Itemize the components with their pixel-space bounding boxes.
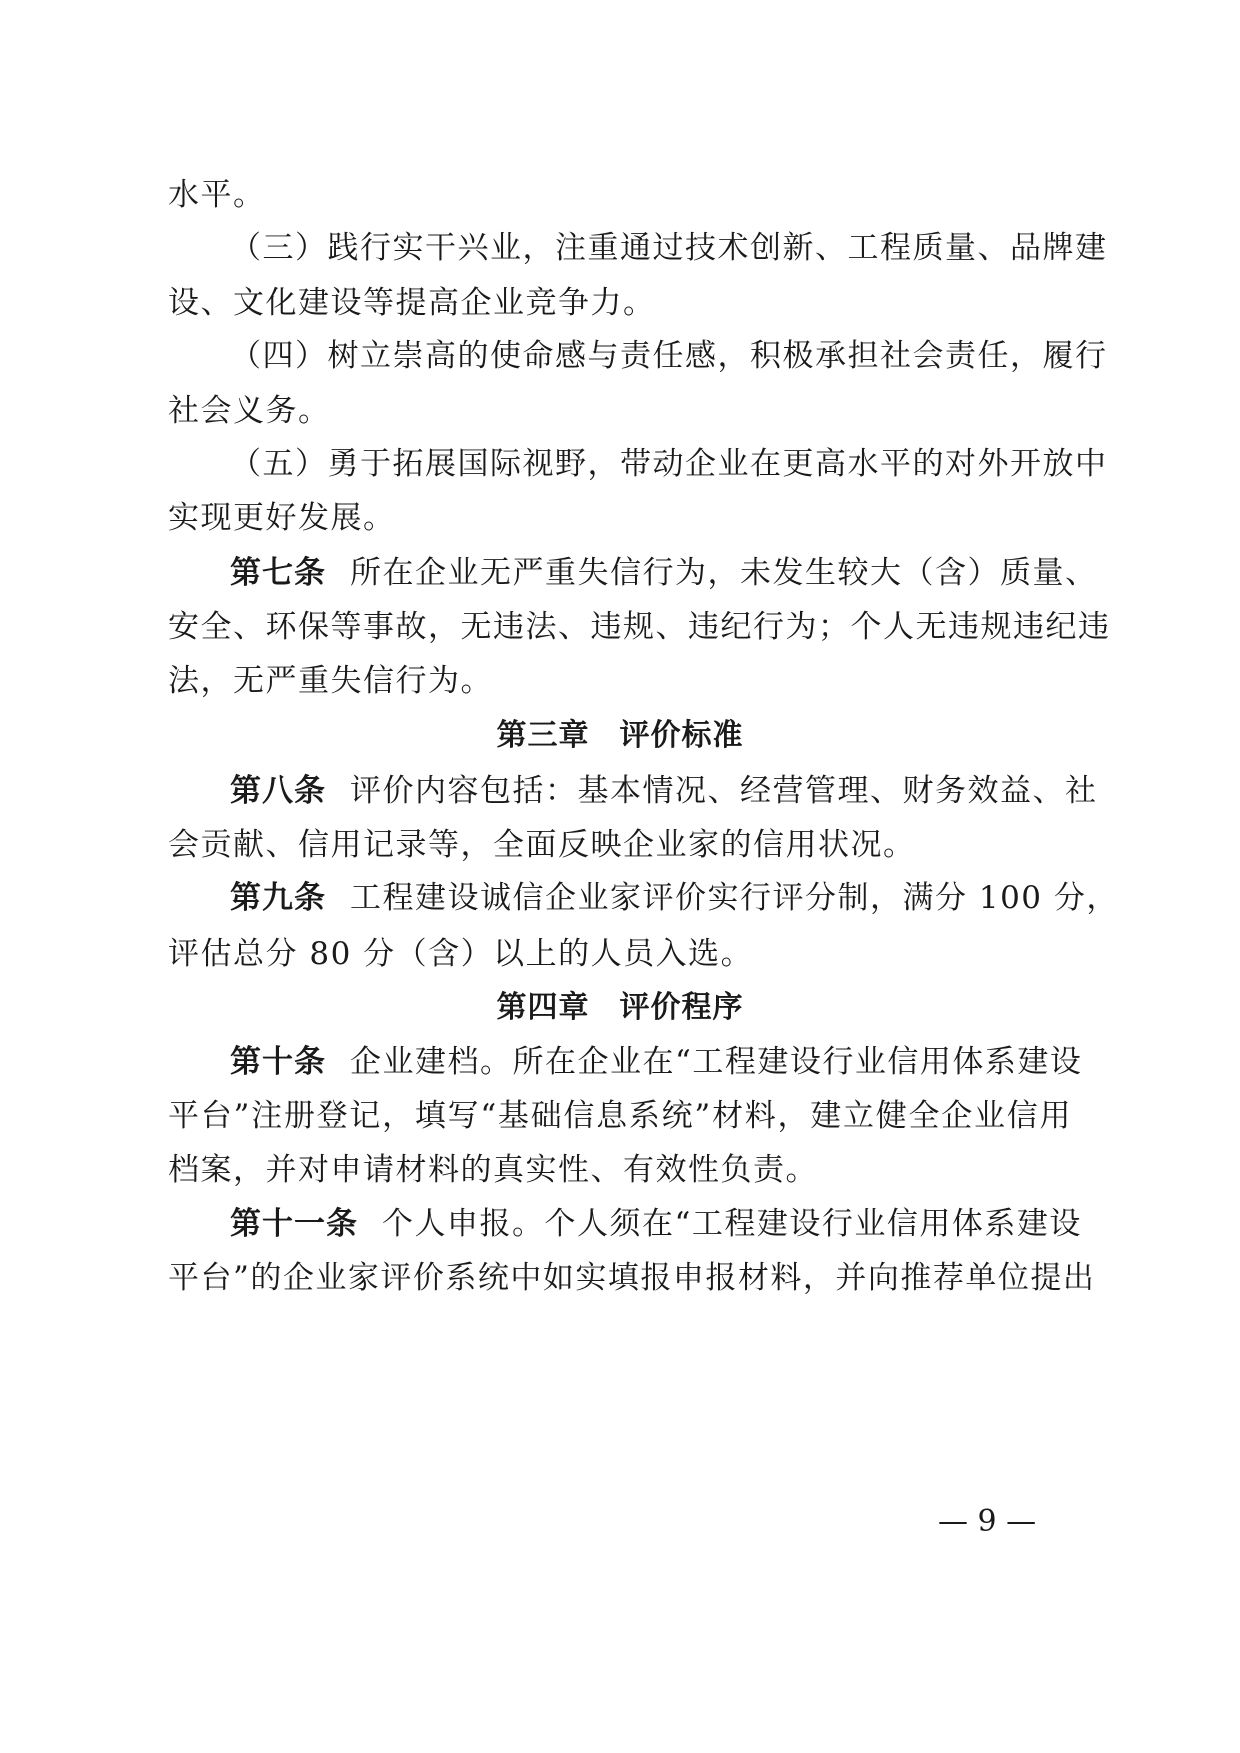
paragraph-line: 水平。: [168, 177, 266, 213]
article-9-line-1: [230, 878, 1119, 918]
article-11-label: 第十一条: [230, 1206, 358, 1242]
article-7-label: 第七条: [230, 555, 326, 591]
paragraph-line: （三）践行实干兴业，注重通过技术创新、工程质量、品牌建: [230, 230, 1108, 266]
article-8-line-2: 会贡献、信用记录等，全面反映企业家的信用状况。: [168, 827, 916, 863]
article-9-label: 第九条: [230, 880, 326, 916]
article-7-text: 所在企业无严重失信行为，未发生较大（含）质量、: [350, 555, 1098, 591]
article-7-line-3: 法，无严重失信行为。: [168, 663, 493, 699]
article-10-label: 第十条: [230, 1044, 326, 1080]
paragraph-line: 设、文化建设等提高企业竞争力。: [168, 285, 656, 321]
article-11-line-1: [230, 1204, 1082, 1244]
chapter-4-title: 评价程序: [619, 990, 744, 1025]
paragraph-line: 实现更好发展。: [168, 500, 396, 536]
paragraph-line: （五）勇于拓展国际视野，带动企业在更高水平的对外开放中: [230, 446, 1108, 482]
paragraph-line: （四）树立崇高的使命感与责任感，积极承担社会责任，履行: [230, 338, 1108, 374]
article-8-line-1: [230, 771, 1098, 811]
article-9-text: 工程建设诚信企业家评价实行评分制，满分 100 分，: [350, 880, 1119, 916]
article-7-line-1: [230, 553, 1098, 593]
article-10-line-3: 档案，并对申请材料的真实性、有效性负责。: [168, 1152, 818, 1188]
paragraph-line: 社会义务。: [168, 393, 331, 429]
article-11-line-2: 平台”的企业家评价系统中如实填报申报材料，并向推荐单位提出: [168, 1260, 1096, 1296]
article-11-text: 个人申报。个人须在“工程建设行业信用体系建设: [382, 1206, 1082, 1242]
chapter-3-title: 评价标准: [619, 718, 744, 753]
page-number: — 9 —: [938, 1504, 1037, 1539]
chapter-4-number: 第四章: [496, 990, 590, 1025]
article-10-line-2: 平台”注册登记，填写“基础信息系统”材料，建立健全企业信用: [168, 1098, 1072, 1134]
article-8-label: 第八条: [230, 773, 326, 809]
chapter-4-heading: [0, 988, 1240, 1028]
chapter-3-heading: [0, 716, 1240, 756]
article-8-text: 评价内容包括：基本情况、经营管理、财务效益、社: [350, 773, 1098, 809]
article-10-line-1: [230, 1042, 1083, 1082]
article-9-line-2: 评估总分 80 分（含）以上的人员入选。: [168, 936, 754, 972]
chapter-3-number: 第三章: [496, 718, 590, 753]
article-7-line-2: 安全、环保等事故，无违法、违规、违纪行为；个人无违规违纪违: [168, 609, 1111, 645]
article-10-text: 企业建档。所在企业在“工程建设行业信用体系建设: [350, 1044, 1083, 1080]
